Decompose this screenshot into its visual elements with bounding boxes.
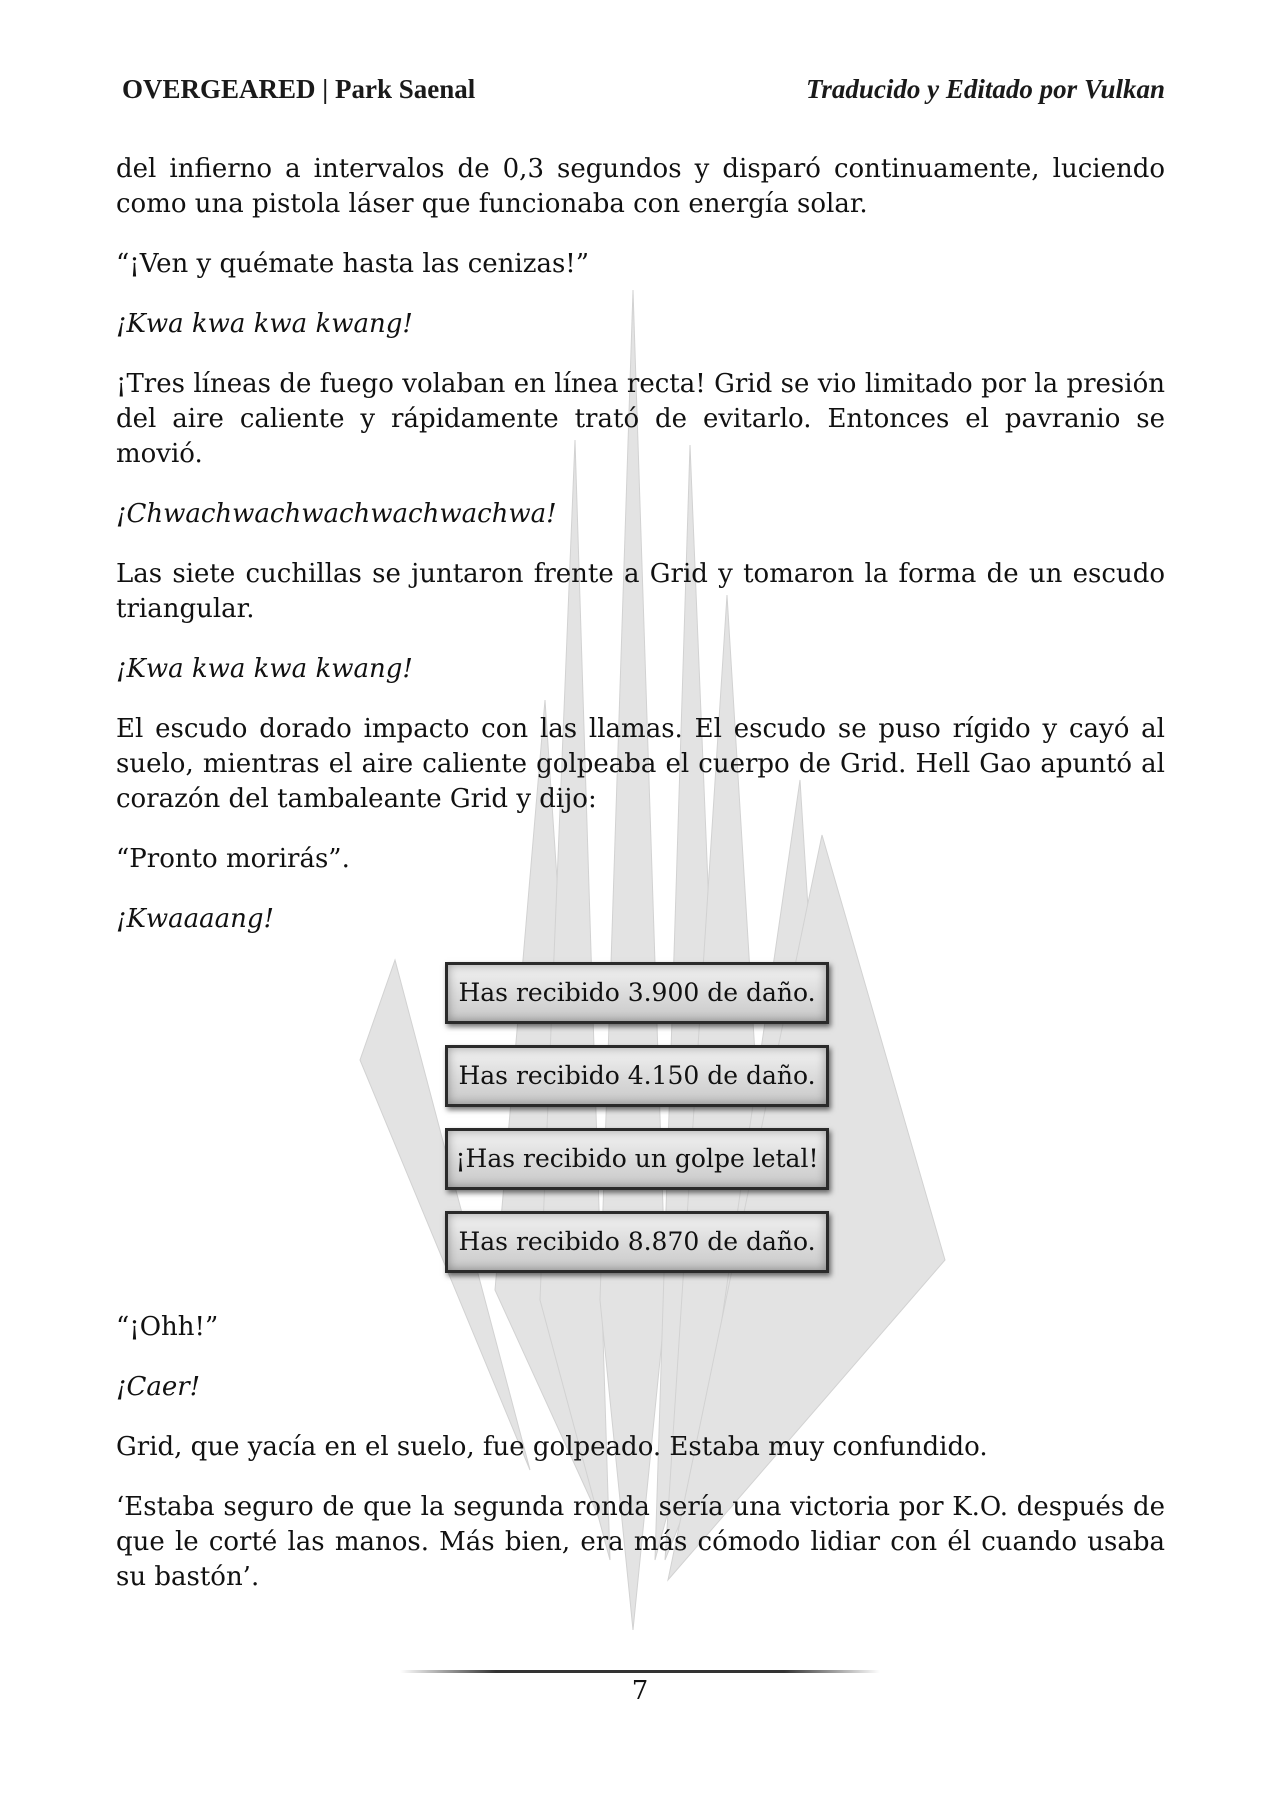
page-number: 7 <box>631 1676 649 1706</box>
dialogue-line: “Pronto morirás”. <box>116 844 350 874</box>
header-title: OVERGEARED | Park Saenal <box>122 74 476 104</box>
paragraph: Las siete cuchillas se juntaron frente a Grid y tomaron la forma de un escudo triangular. <box>116 559 1165 624</box>
lethal-hit-notification: ¡Has recibido un golpe letal! <box>445 1128 829 1190</box>
paragraph: ¡Tres líneas de fuego volaban en línea recta! Grid se vio limitado por la presión del aire caliente y rápidamente trató de evitarlo. Entonces el pavranio se movió. <box>116 369 1165 469</box>
damage-notification: Has recibido 8.870 de daño. <box>445 1211 829 1273</box>
paragraph: El escudo dorado impacto con las llamas. El escudo se puso rígido y cayó al suelo, mientras el aire caliente golpeaba el cuerpo de Grid. Hell Gao apuntó al corazón del tambaleante Grid y dijo: <box>116 714 1165 814</box>
sound-effect: ¡Chwachwachwachwachwachwa! <box>116 499 557 529</box>
damage-notification: Has recibido 3.900 de daño. <box>445 962 829 1024</box>
paragraph: Grid, que yacía en el suelo, fue golpeado. Estaba muy confundido. <box>116 1432 988 1462</box>
system-notifications <box>116 962 1165 1273</box>
chapter-text <box>116 152 1165 1620</box>
paragraph: del infierno a intervalos de 0,3 segundos y disparó continuamente, luciendo como una pistola láser que funcionaba con energía solar. <box>116 154 1165 219</box>
page-header <box>120 74 1165 114</box>
dialogue-line: “¡Ven y quémate hasta las cenizas!” <box>116 249 590 279</box>
footer-divider <box>400 1670 880 1673</box>
damage-notification: Has recibido 4.150 de daño. <box>445 1045 829 1107</box>
header-credit: Traducido y Editado por Vulkan <box>805 74 1165 104</box>
sound-effect: ¡Kwaaaang! <box>116 904 274 934</box>
sound-effect: ¡Kwa kwa kwa kwang! <box>116 309 413 339</box>
sound-effect: ¡Kwa kwa kwa kwang! <box>116 654 413 684</box>
thought-paragraph: ‘Estaba seguro de que la segunda ronda sería una victoria por K.O. después de que le corté las manos. Más bien, era más cómodo lidiar con él cuando usaba su bastón’. <box>116 1492 1165 1592</box>
dialogue-line: “¡Ohh!” <box>116 1312 219 1342</box>
sound-effect: ¡Caer! <box>116 1372 201 1402</box>
